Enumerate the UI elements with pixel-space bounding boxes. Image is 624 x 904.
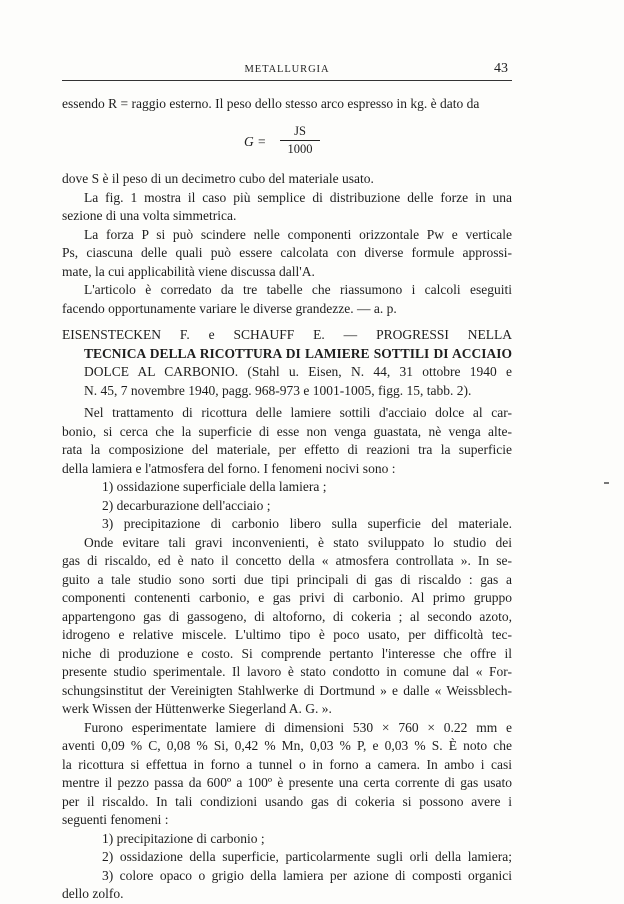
margin-mark xyxy=(604,482,609,484)
citation-line: TECNICA DELLA RICOTTURA DI LAMIERE SOTTILI DI ACCIAIO xyxy=(84,345,512,361)
paragraph-1 xyxy=(62,170,512,318)
formula-denominator: 1000 xyxy=(287,142,313,156)
citation-line: DOLCE AL CARBONIO. (Stahl u. Eisen, N. 44, 31 ottobre 1940 e xyxy=(84,364,512,379)
list-item: 1) ossidazione superficiale della lamiera ; xyxy=(102,479,327,494)
citation-line: N. 45, 7 novembre 1940, pagg. 968-973 e 1001-1005, figg. 15, tabb. 2). xyxy=(84,382,472,398)
list-item: 3) colore opaco o grigio della lamiera per azione di composti organici xyxy=(102,867,512,883)
text-line: componenti contenenti carbonio, e gas privi di carbonio. Al primo gruppo xyxy=(62,590,512,605)
formula-fraction xyxy=(280,124,320,157)
text-line: guito a tale studio sono sorti due tipi principali di gas di riscaldo : gas a xyxy=(62,571,512,587)
text-line: dove S è il peso di un decimetro cubo del materiale usato. xyxy=(62,171,374,186)
text-line: la ricottura si effettua in forno a tunnel o in forno a camera. In ambo i casi xyxy=(62,756,512,772)
article-body xyxy=(62,404,512,904)
text-line: Nel trattamento di ricottura delle lamiere sottili d'acciaio dolce al car- xyxy=(84,405,512,420)
text-line: schungsinstitut der Vereinigten Stahlwerke di Dortmund » e dalle « Weissblech- xyxy=(62,682,512,698)
text-line: essendo R = raggio esterno. Il peso dello stesso arco espresso in kg. è dato da xyxy=(62,96,480,111)
text-line: aventi 0,09 % C, 0,08 % Si, 0,42 % Mn, 0,03 % P, e 0,03 % S. È noto che xyxy=(62,738,512,753)
page-header xyxy=(62,60,512,81)
text-line: appartengono gas di gassogeno, di altoforno, di cokeria ; al secondo azoto, xyxy=(62,608,512,624)
text-line: Furono esperimentate lamiere di dimensioni 530 × 760 × 0.22 mm e xyxy=(84,719,512,735)
list-item: 2) decarburazione dell'acciaio ; xyxy=(102,497,271,513)
text-line: mentre il pezzo passa da 600º a 100º è presente una certa corrente di gas usato xyxy=(62,775,512,790)
text-line: La forza P si può scindere nelle componenti orizzontale Pw e verticale xyxy=(84,226,512,242)
list-item: 1) precipitazione di carbonio ; xyxy=(102,830,265,846)
text-line: presente studio sperimentale. Il lavoro è stato condotto in comune dal « For- xyxy=(62,664,512,679)
page-number: 43 xyxy=(494,61,508,76)
citation-line: EISENSTECKEN F. e SCHAUFF E. — PROGRESSI NELLA xyxy=(62,327,512,342)
text-line: gas di riscaldo, ed è nato il concetto della « atmosfera controllata ». In se- xyxy=(62,553,512,568)
text-line: facendo opportunamente variare le diverse grandezze. — a. p. xyxy=(62,300,397,316)
text-line: della lamiera e l'atmosfera del forno. I fenomeni nocivi sono : xyxy=(62,460,396,476)
text-line: niche di produzione e costo. Si comprende pertanto l'interesse che offre il xyxy=(62,645,512,661)
fraction-bar xyxy=(280,140,320,141)
text-line: bonio, si cerca che la superficie di esse non venga guastata, nè venga alte- xyxy=(62,423,512,439)
text-line: Onde evitare tali gravi inconvenienti, è stato sviluppato lo studio dei xyxy=(84,534,512,550)
text-line: La fig. 1 mostra il caso più semplice di distribuzione delle forze in una xyxy=(84,189,512,205)
intro-line xyxy=(62,95,512,114)
text-line: per il riscaldo. In tali condizioni usando gas di cokeria si possono avere i xyxy=(62,793,512,809)
text-line: mate, la cui applicabilità viene discussa dall'A. xyxy=(62,263,315,279)
text-line: idrogeno e relative miscele. L'ultimo tipo è poco usato, per difficoltà tec- xyxy=(62,627,512,642)
text-line: werk Wissen der Hüttenwerke Siegerland A. G. ». xyxy=(62,701,332,716)
text-line: sezione di una volta simmetrica. xyxy=(62,208,237,223)
text-line: Ps, ciascuna delle quali può essere calcolata con diverse formule approssi- xyxy=(62,245,512,260)
running-title: METALLURGIA xyxy=(244,64,330,75)
text-line: seguenti fenomeni : xyxy=(62,812,169,827)
list-item: 2) ossidazione della superficie, particolarmente sugli orli della lamiera; xyxy=(102,849,512,864)
list-item: 3) precipitazione di carbonio libero sulla superficie del materiale. xyxy=(102,516,512,531)
text-line: rata la composizione del materiale, per effetto di reazioni tra la superficie xyxy=(62,442,512,457)
citation-block xyxy=(62,326,512,400)
text-line: dello zolfo. xyxy=(62,886,124,901)
formula-lhs: G = xyxy=(244,134,267,149)
text-line: L'articolo è corredato da tre tabelle che riassumono i calcoli eseguiti xyxy=(84,282,512,297)
formula-numerator: JS xyxy=(294,124,306,138)
